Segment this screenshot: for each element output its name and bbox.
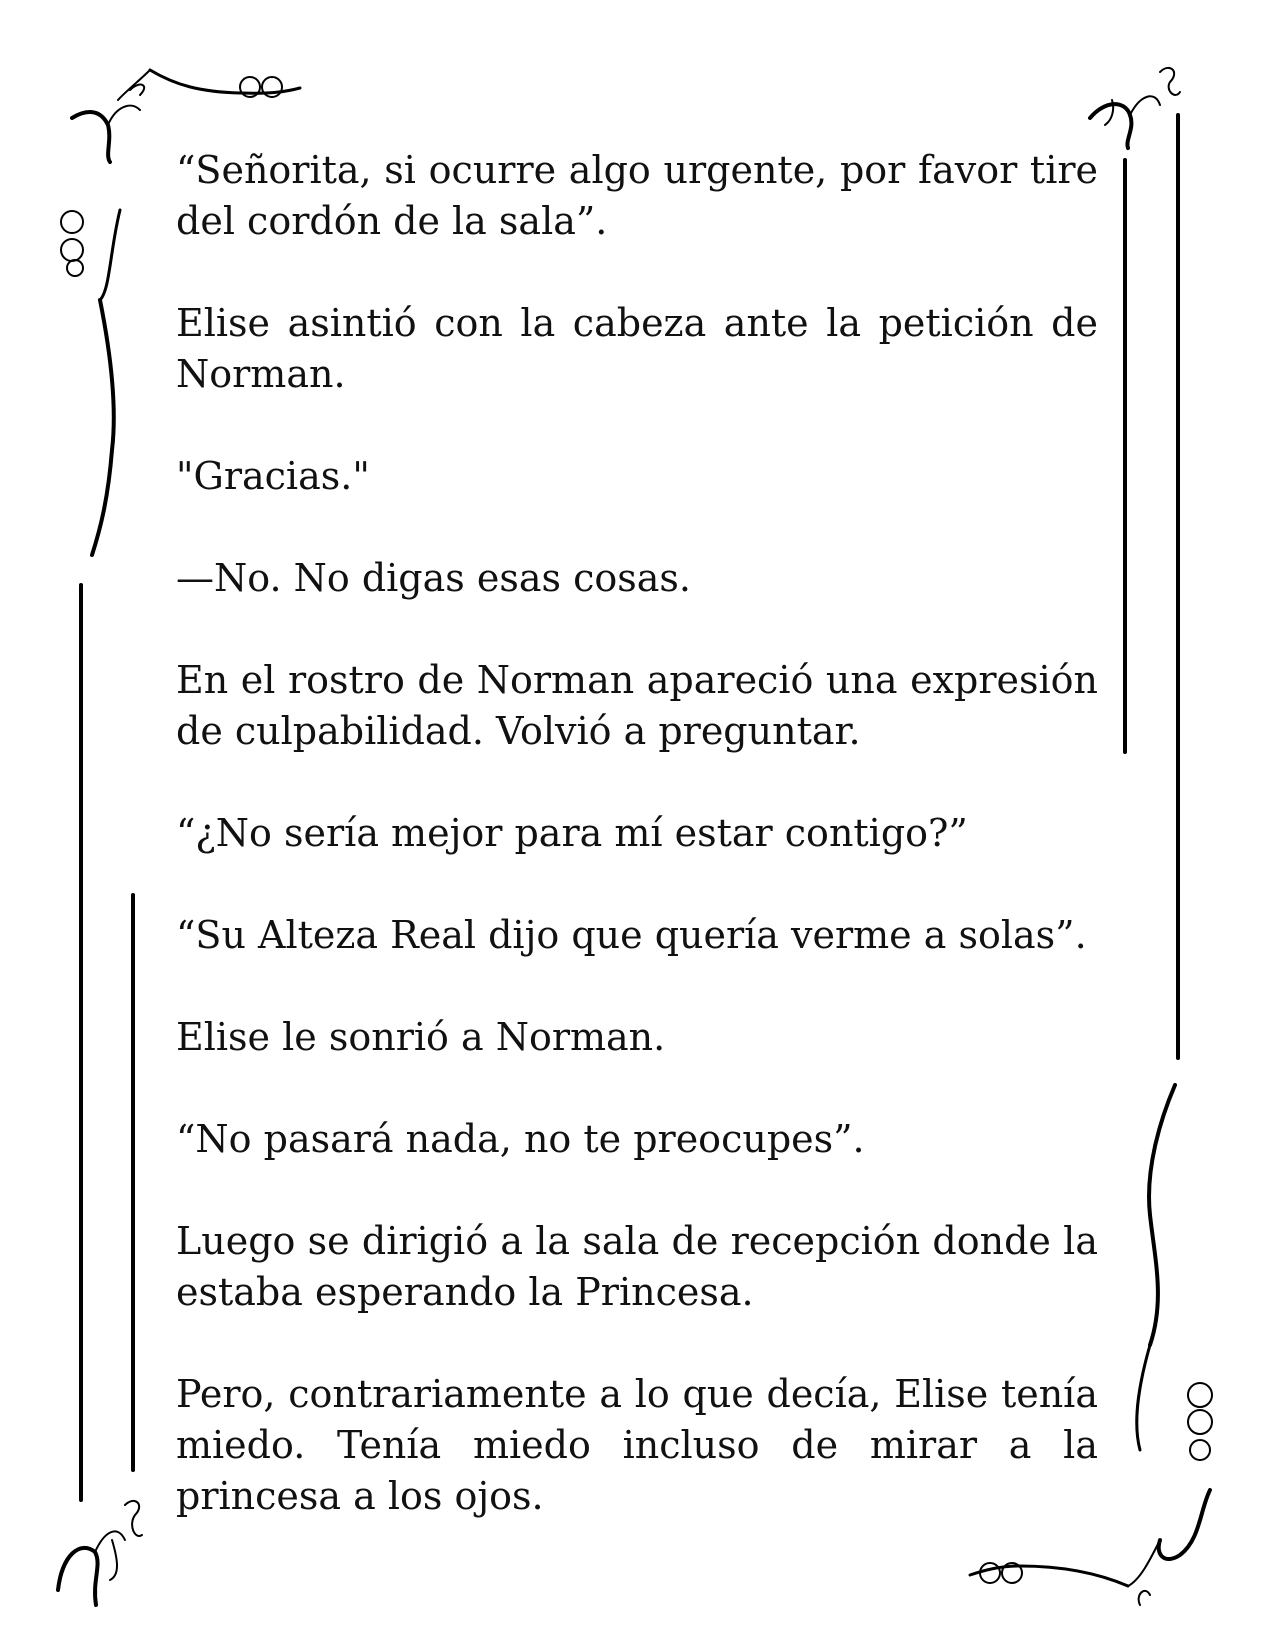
paragraph: Elise asintió con la cabeza ante la petición de Norman. [176, 301, 1098, 396]
paragraph: En el rostro de Norman apareció una expresión de culpabilidad. Volvió a preguntar. [176, 658, 1098, 753]
paragraph: “No pasará nada, no te preocupes”. [176, 1117, 865, 1161]
paragraph: Elise le sonrió a Norman. [176, 1015, 666, 1059]
paragraph: Luego se dirigió a la sala de recepción donde la estaba esperando la Princesa. [176, 1219, 1098, 1314]
paragraph: "Gracias." [176, 454, 370, 498]
paragraph: “Su Alteza Real dijo que quería verme a solas”. [176, 913, 1087, 957]
paragraph: “Señorita, si ocurre algo urgente, por favor tire del cordón de la sala”. [176, 148, 1098, 243]
flourish-top-right [1090, 68, 1180, 148]
paragraph: —No. No digas esas cosas. [176, 556, 691, 600]
document-body [176, 145, 1098, 1573]
flourish-bottom-left [58, 1501, 142, 1605]
paragraph: “¿No sería mejor para mí estar contigo?” [176, 811, 968, 855]
paragraph: Pero, contrariamente a lo que decía, Elise tenía miedo. Tenía miedo incluso de mirar a la princesa a los ojos. [176, 1372, 1098, 1518]
